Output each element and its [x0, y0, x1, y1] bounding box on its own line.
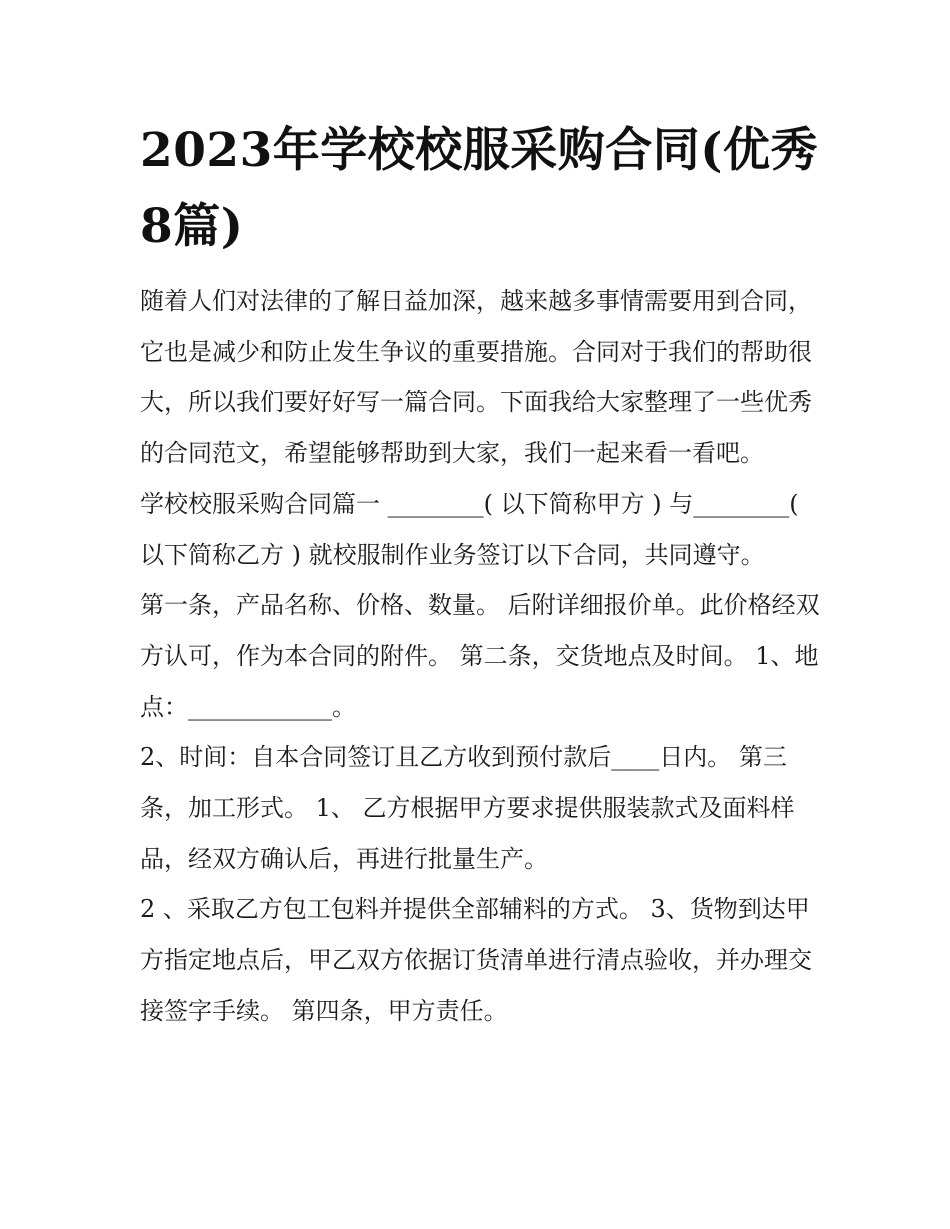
document-title: 2023年学校校服采购合同(优秀8篇) [140, 123, 819, 254]
processing-method-paragraph: 2 、采取乙方包工包料并提供全部辅料的方式。 3、货物到达甲方指定地点后，甲乙双方依据订货清单进行清点验收，并办理交接签字手续。 第四条，甲方责任。 [140, 895, 812, 1025]
document-body [140, 276, 820, 1037]
contract-parties-paragraph: 学校校服采购合同篇一 ________( 以下简称甲方 ) 与________( 以下简称乙方 ) 就校服制作业务签订以下合同，共同遵守。 [140, 489, 799, 569]
article-one-paragraph: 第一条，产品名称、价格、数量。 后附详细报价单。此价格经双方认可，作为本合同的附件。 第二条，交货地点及时间。 1、地点：____________。 [140, 591, 820, 721]
intro-paragraph: 随着人们对法律的了解日益加深，越来越多事情需要用到合同，它也是减少和防止发生争议的重要措施。合同对于我们的帮助很大，所以我们要好好写一篇合同。下面我给大家整理了一些优秀的合同范文，希望能够帮助到大家，我们一起来看一看吧。 [140, 287, 812, 468]
delivery-time-paragraph: 2、时间：自本合同签订且乙方收到预付款后____日内。 第三条，加工形式。 1、 乙方根据甲方要求提供服装款式及面料样品，经双方确认后，再进行批量生产。 [140, 743, 795, 873]
